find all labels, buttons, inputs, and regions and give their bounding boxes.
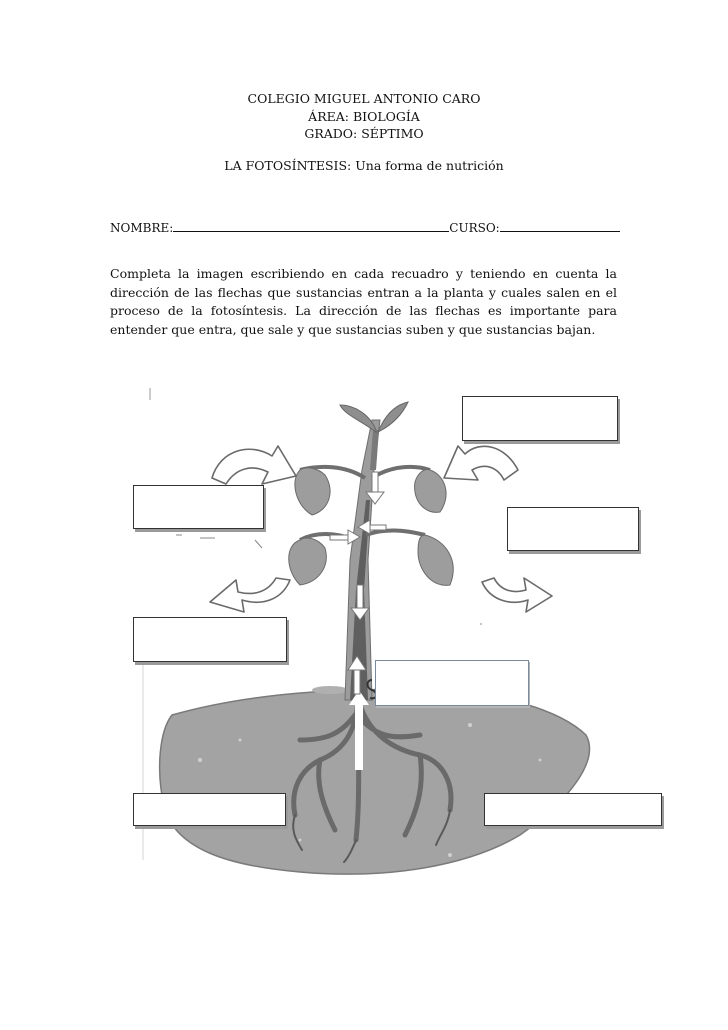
label-box-top-right[interactable] [462, 396, 618, 441]
course-label: CURSO: [449, 221, 500, 235]
leaf-lower-right [418, 535, 453, 585]
leaf-lower-left [289, 538, 327, 585]
subject-area: ÁREA: BIOLOGÍA [308, 108, 420, 124]
grade-level: GRADO: SÉPTIMO [304, 126, 424, 141]
curved-arrow-upper-right [444, 446, 518, 480]
school-name: COLEGIO MIGUEL ANTONIO CARO [247, 91, 481, 106]
curved-arrow-upper-left [212, 446, 296, 484]
label-box-middle-left[interactable] [133, 617, 287, 662]
label-box-middle-right[interactable] [507, 507, 639, 551]
leaf-upper-left [295, 468, 330, 515]
instructions-paragraph: Completa la imagen escribiendo en cada recuadro y teniendo en cuenta la dirección de las flechas que sustancias entran a la planta y cuales salen en el proceso de la fotosíntesis. La dirección de las flechas es importante para entender que entra, que sale y que sustancias suben y que sustancias bajan. [110, 266, 617, 337]
label-box-bottom-right[interactable] [484, 793, 662, 826]
label-box-upper-left[interactable] [133, 485, 264, 529]
label-box-stem-center[interactable] [375, 660, 529, 706]
label-box-bottom-left[interactable] [133, 793, 286, 826]
worksheet-title: LA FOTOSÍNTESIS: Una forma de nutrición [224, 158, 504, 173]
curved-arrow-lower-left [210, 578, 290, 612]
name-label: NOMBRE: [110, 221, 174, 235]
leaf-upper-right [415, 470, 447, 513]
curved-arrow-lower-right [482, 578, 552, 612]
soil-mound [160, 689, 590, 874]
